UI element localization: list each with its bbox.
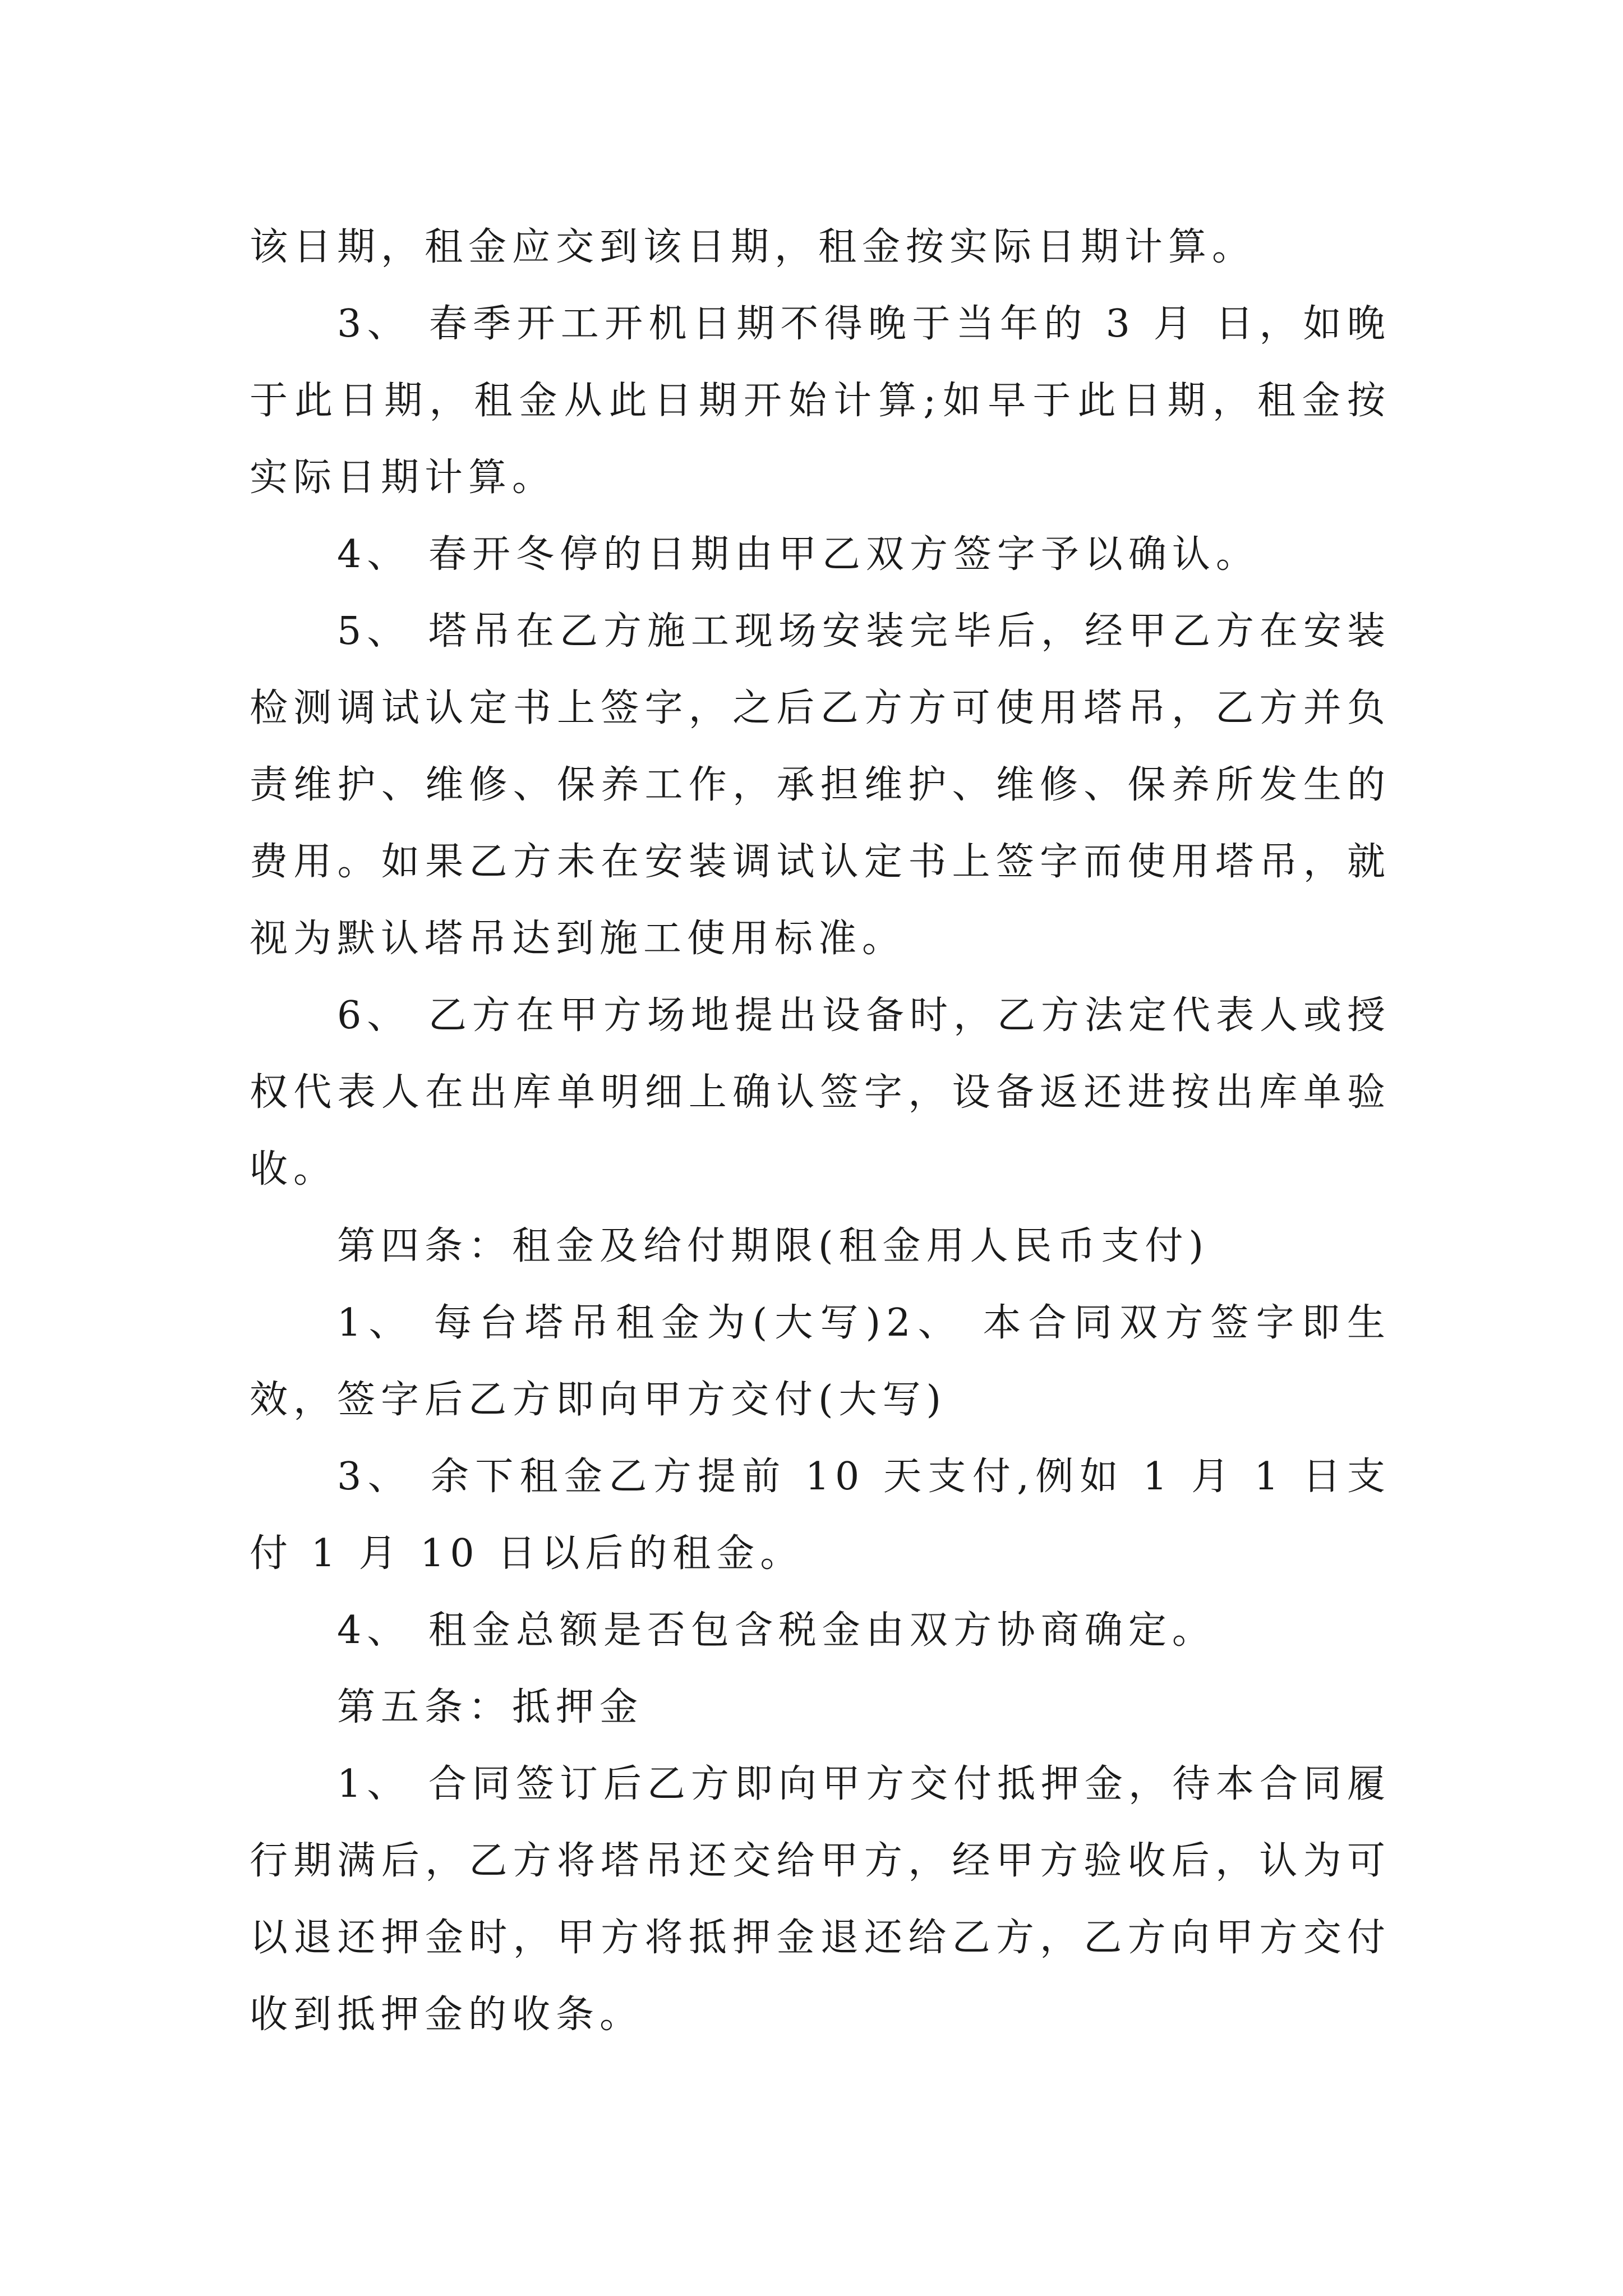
paragraph: 1、 合同签订后乙方即向甲方交付抵押金，待本合同履行期满后，乙方将塔吊还交给甲方，经甲方验收后，认为可以退还押金时，甲方将抵押金退还给乙方，乙方向甲方交付收到抵押金的收条。: [250, 1762, 1391, 2037]
paragraph: 4、 租金总额是否包含税金由双方协商确定。: [337, 1608, 1216, 1653]
section-heading: 第五条：抵押金: [337, 1685, 644, 1729]
paragraph: 3、 余下租金乙方提前 10 天支付,例如 1 月 1 日支付 1 月 10 日以后的租金。: [250, 1455, 1391, 1576]
paragraph: 3、 春季开工开机日期不得晚于当年的 3 月 日，如晚于此日期，租金从此日期开始计算;如早于此日期，租金按实际日期计算。: [250, 302, 1391, 500]
paragraph: 该日期，租金应交到该日期，租金按实际日期计算。: [250, 225, 1256, 269]
section-heading: 第四条：租金及给付期限(租金用人民币支付): [337, 1224, 1210, 1268]
paragraph: 6、 乙方在甲方场地提出设备时，乙方法定代表人或授权代表人在出库单明细上确认签字，设备返还进按出库单验收。: [250, 993, 1391, 1191]
paragraph: 1、 每台塔吊租金为(大写)2、 本合同双方签字即生效，签字后乙方即向甲方交付(大写): [250, 1301, 1391, 1422]
document-body: [250, 209, 1391, 2053]
paragraph: 4、 春开冬停的日期由甲乙双方签字予以确认。: [337, 532, 1260, 577]
paragraph: 5、 塔吊在乙方施工现场安装完毕后，经甲乙方在安装检测调试认定书上签字，之后乙方方可使用塔吊，乙方并负责维护、维修、保养工作，承担维护、维修、保养所发生的费用。如果乙方未在安装调试认定书上签字而使用塔吊，就视为默认塔吊达到施工使用标准。: [250, 609, 1391, 961]
